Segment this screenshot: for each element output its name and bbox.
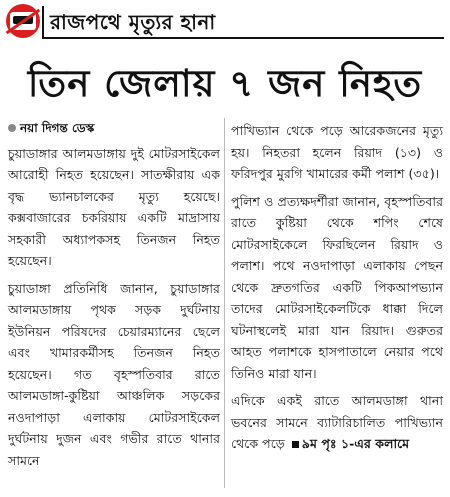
- no-vehicle-icon: [6, 4, 40, 38]
- jump-text: ৯ম পৃঃ ১-এর কলামে: [301, 436, 410, 451]
- byline: [8, 118, 220, 140]
- paragraph: পুলিশ ও প্রত্যক্ষদর্শীরা জানান, বৃহস্পতিবার রাতে কুষ্টিয়া থেকে শপিং শেষে মোটরসাইকেলে ফিরছিলেন রিয়াদ ও পলাশ। পথে নওদাপাড়া এলাকায় পেছন থেকে দ্রুতগতির একটি পিকআপভ্যান তাদের মোটরসাইকেলটিকে ধাক্কা দিলে ঘটনাস্থলেই মারা যান রিয়াদ। গুরুতর আহত পলাশকে হাসপাতালে নেয়ার পথে তিনিও মারা যান।: [231, 193, 443, 381]
- bullet-icon: [8, 124, 16, 132]
- article-column-left: [8, 118, 220, 471]
- kicker-underline: [42, 37, 444, 39]
- paragraph: [231, 390, 443, 455]
- headline: তিন জেলায় ৭ জন নিহত: [27, 62, 423, 105]
- byline-text: নয়া দিগন্ত ডেস্ক: [20, 121, 95, 135]
- paragraph: চুয়াডাঙ্গার আলমডাঙ্গায় দুই মোটরসাইকেল আরোহী নিহত হয়েছেন। সাতক্ষীরায় এক বৃদ্ধ ভ্যানচালকের মৃত্যু হয়েছে। কক্সবাজারের চকরিয়ায় একটি মাদ্রাসায় সহকারী অধ্যাপকসহ তিনজন নিহত হয়েছেন।: [8, 145, 220, 268]
- continuation-jump[interactable]: [289, 436, 409, 451]
- column-divider: [224, 118, 225, 488]
- paragraph: চুয়াডাঙ্গা প্রতিনিধি জানান, চুয়াডাঙ্গার আলমডাঙ্গায় পৃথক সড়ক দুর্ঘটনায় ইউনিয়ন পরিষদের চেয়ারম্যানের ছেলে এবং খামারকর্মীসহ তিনজন নিহত হয়েছেন। গত বৃহস্পতিবার রাতে আলমডাঙ্গা-কুষ্টিয়া আঞ্চলিক সড়কের নওদাপাড়া এলাকায় মোটরসাইকেল দুর্ঘটনায় দুজন এবং গভীর রাতে থানার সামনে: [8, 280, 220, 468]
- article-column-right: [231, 120, 443, 455]
- paragraph: পাখিভ্যান থেকে পড়ে আরেকজনের মৃত্যু হয়। নিহতরা হলেন রিয়াদ (১৩) ও ফরিদপুর মুরগি খামারের কর্মী পলাশ (৩৫)।: [231, 123, 443, 181]
- square-bullet-icon: [292, 441, 299, 448]
- kicker: [4, 4, 444, 40]
- paragraph-text: এদিকে একই রাতে আলমডাঙ্গা থানা ভবনের সামনে ব্যাটারিচালিত পাখিভ্যান থেকে পড়ে: [231, 393, 443, 451]
- kicker-title: রাজপথে মৃত্যুর হানা: [50, 10, 216, 34]
- kicker-divider: [42, 6, 44, 38]
